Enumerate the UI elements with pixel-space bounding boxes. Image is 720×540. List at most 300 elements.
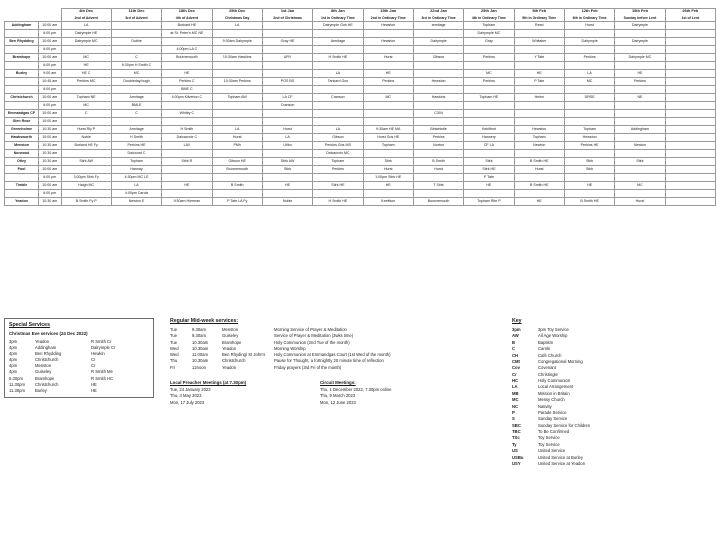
rota-cell: CF LA: [464, 141, 514, 149]
rota-cell: Doubleday/ough: [111, 77, 161, 85]
row-church-name: [5, 77, 39, 85]
rota-cell: [162, 189, 212, 197]
rota-cell: B Smith HE: [514, 157, 564, 165]
rota-cell: Perkins HE: [564, 141, 614, 149]
rota-cell: B Smith HE: [564, 197, 614, 205]
rota-cell: [665, 133, 715, 141]
midweek-place: Christchurch: [222, 358, 246, 364]
row-church-name: Ben Rhydding: [5, 37, 39, 45]
rota-cell: Tankard Gos: [313, 77, 363, 85]
rota-cell: Bournemouth: [212, 165, 262, 173]
rota-cell: Bournemouth: [413, 197, 463, 205]
rota-cell: Dalrymple MC: [61, 37, 111, 45]
row-service-time: 10:00 am: [39, 93, 62, 101]
table-row: [5, 101, 716, 109]
rota-cell: [262, 45, 312, 53]
row-service-time: 10:00 am: [39, 165, 62, 173]
rota-cell: HE: [514, 69, 564, 77]
rota-cell: Stirk AW: [61, 157, 111, 165]
column-header: 18th Dec 4th of Advent: [162, 9, 212, 22]
rota-cell: HE C: [61, 69, 111, 77]
rota-cell: HE: [615, 69, 665, 77]
rota-cell: B Smith: [413, 157, 463, 165]
row-service-time: 10:30 am: [39, 125, 62, 133]
rota-cell: [413, 173, 463, 181]
rota-cell: [665, 21, 715, 29]
row-church-name: [5, 45, 39, 53]
key-meaning: Parade Service: [538, 409, 567, 415]
rota-cell: Stirk: [262, 165, 312, 173]
rota-cell: [313, 189, 363, 197]
table-row: [5, 37, 716, 45]
row-service-time: 10:30 am: [39, 141, 62, 149]
rota-cell: Stirk: [564, 165, 614, 173]
rota-cell: [162, 117, 212, 125]
rota-cell: at St. Peter's MC NE: [162, 29, 212, 37]
rota-cell: Whitby C: [162, 109, 212, 117]
row-service-time: 9:00 am: [39, 69, 62, 77]
rota-cell: Y Tate: [514, 53, 564, 61]
midweek-time: 10.30am: [192, 358, 209, 364]
rota-cell: Cranson: [313, 93, 363, 101]
row-service-time: 10:30 am: [39, 157, 62, 165]
rota-cell: LA: [313, 125, 363, 133]
circuit-meetings: [320, 371, 440, 406]
column-header: 5th Feb 5th in Ordinary Time: [514, 9, 564, 22]
row-service-time: 6:00 pm: [39, 189, 62, 197]
rota-cell: [262, 117, 312, 125]
row-church-name: Addingham: [5, 21, 39, 29]
row-service-time: 6:00 pm: [39, 85, 62, 93]
rota-cell: [665, 101, 715, 109]
rota-cell: [262, 173, 312, 181]
rota-cell: Armitage: [313, 37, 363, 45]
table-row: [5, 141, 716, 149]
special-place: Burley: [35, 387, 47, 393]
rota-cell: 6:30pm H Smith C: [111, 61, 161, 69]
rota-cell: LA: [313, 69, 363, 77]
row-service-time: 10:00 am: [39, 21, 62, 29]
key-meaning: Carols: [538, 346, 551, 352]
rota-cell: MC: [61, 101, 111, 109]
rota-cell: Topham Rite P: [464, 197, 514, 205]
key-abbr: SBC: [512, 422, 521, 428]
rota-cell: MC: [61, 53, 111, 61]
rota-cell: [363, 29, 413, 37]
rota-cell: [413, 29, 463, 37]
row-service-time: 10:00 am: [39, 133, 62, 141]
rota-cell: [262, 69, 312, 77]
rota-cell: Utlbu: [262, 141, 312, 149]
rota-cell: B Smith HE: [514, 181, 564, 189]
rota-cell: [212, 85, 262, 93]
rota-cell: [665, 181, 715, 189]
row-church-name: Bramhope: [5, 53, 39, 61]
rota-cell: [61, 149, 111, 157]
rota-cell: [363, 189, 413, 197]
rota-cell: Topham: [464, 21, 514, 29]
rota-cell: Dalcourd C: [111, 149, 161, 157]
row-service-time: 10:00 am: [39, 109, 62, 117]
rota-cell: Burkard HE: [162, 21, 212, 29]
rota-cell: [313, 45, 363, 53]
rota-cell: [615, 29, 665, 37]
key-abbr: USBu: [512, 454, 524, 460]
midweek-day: Wed: [170, 345, 179, 351]
rota-cell: Newton E: [111, 197, 161, 205]
rota-cell: C: [111, 53, 161, 61]
service-rota-table: [4, 8, 716, 206]
key-abbr: CH: [512, 352, 519, 358]
row-service-time: 10:00 am: [39, 117, 62, 125]
key-panel: [512, 318, 716, 467]
rota-cell: MC: [464, 69, 514, 77]
special-time: 3pm: [9, 339, 18, 344]
midweek-place: Yeadon: [222, 345, 237, 351]
rota-cell: Perkins MC: [61, 77, 111, 85]
midweek-description: Pause for Thought, a fortnightly 20 minute time of reflection: [274, 358, 384, 364]
rota-cell: [111, 85, 161, 93]
row-service-time: 6:00 pm: [39, 61, 62, 69]
rota-cell: [464, 189, 514, 197]
rota-cell: [162, 173, 212, 181]
rota-cell: Stirk: [464, 157, 514, 165]
rota-cell: 4:00pm Kilverton C: [162, 93, 212, 101]
rota-cell: [162, 165, 212, 173]
rota-cell: [514, 29, 564, 37]
key-abbr: C: [512, 346, 516, 352]
row-church-name: [5, 173, 39, 181]
rota-cell: Hurst: [363, 165, 413, 173]
rota-cell: [61, 85, 111, 93]
rota-cell: 4:00pm Carols: [111, 189, 161, 197]
rota-cell: [162, 101, 212, 109]
key-abbr: 3pm: [512, 327, 521, 332]
rota-cell: [162, 149, 212, 157]
row-church-name: [5, 61, 39, 69]
rota-cell: Dalcacroix C: [162, 133, 212, 141]
row-church-name: Pool: [5, 165, 39, 173]
table-row: [5, 61, 716, 69]
midweek-description: Service of Prayer & Meditation (3wks time): [274, 333, 354, 339]
rota-cell: Dalrymple Gos HE: [313, 21, 363, 29]
rota-cell: Armitage: [111, 125, 161, 133]
rota-cell: [413, 85, 463, 93]
row-church-name: Emmandgas CF: [5, 109, 39, 117]
rota-cell: H Smith HE: [313, 53, 363, 61]
key-abbr: NC: [512, 403, 519, 409]
special-leader: R Smith Cr: [91, 339, 112, 344]
rota-cell: [615, 45, 665, 53]
rota-grid: [4, 8, 716, 206]
midweek-place: Menston: [222, 327, 239, 332]
midweek-day: Tue: [170, 333, 178, 339]
row-service-time: 10:00 am: [39, 181, 62, 189]
key-abbr: US: [512, 448, 518, 454]
special-place: Christchurch: [35, 357, 59, 363]
rota-cell: [313, 29, 363, 37]
key-title: Key: [512, 318, 522, 324]
row-service-time: 6:00 pm: [39, 45, 62, 53]
key-meaning: Mission in Britain: [538, 390, 570, 396]
rota-cell: Hurst: [615, 197, 665, 205]
row-church-name: [5, 189, 39, 197]
rota-cell: 4:30pm MC LE: [111, 173, 161, 181]
rota-cell: [111, 29, 161, 37]
special-leader: Cr: [91, 357, 96, 363]
rota-cell: Duthie: [111, 37, 161, 45]
row-service-time: 6:00 pm: [39, 173, 62, 181]
key-meaning: Nativity: [538, 403, 552, 409]
key-meaning: Sunday Service: [538, 416, 568, 422]
rota-cell: Stirk: [363, 157, 413, 165]
rota-cell: [615, 85, 665, 93]
rota-cell: LA: [564, 69, 614, 77]
rota-cell: Reed: [514, 21, 564, 29]
rota-cell: [262, 189, 312, 197]
rota-cell: Norton: [413, 141, 463, 149]
rota-cell: C: [111, 109, 161, 117]
table-row: [5, 93, 716, 101]
row-church-name: [5, 85, 39, 93]
rota-cell: [514, 101, 564, 109]
special-place: Guiseley: [35, 369, 52, 375]
rota-cell: [564, 85, 614, 93]
rota-cell: [615, 149, 665, 157]
column-header: 29th Jan 4th in Ordinary Time: [464, 9, 514, 22]
table-row: [5, 77, 716, 85]
rota-cell: Hewston: [564, 133, 614, 141]
key-meaning: Messy Church: [538, 397, 565, 403]
rota-cell: [665, 189, 715, 197]
table-row: [5, 165, 716, 173]
row-service-time: 10:00 am: [39, 37, 62, 45]
local-meetings-list: [170, 387, 290, 406]
rota-cell: Kekiffont: [464, 125, 514, 133]
row-service-time: 6:00 pm: [39, 29, 62, 37]
rota-cell: armitage: [413, 21, 463, 29]
rota-cell: Gibson: [313, 133, 363, 141]
rota-cell: Cranson: [262, 101, 312, 109]
rota-cell: [665, 197, 715, 205]
special-time: 4pm: [9, 345, 18, 351]
special-place: Bramhope: [35, 375, 55, 381]
key-meaning: All Age Worship: [538, 333, 568, 339]
rota-body: [5, 21, 716, 205]
rota-cell: Hawkins: [413, 93, 463, 101]
rota-cell: [212, 109, 262, 117]
rota-cell: [413, 117, 463, 125]
row-church-name: [5, 29, 39, 37]
rota-cell: Hewston: [363, 21, 413, 29]
rota-cell: [665, 61, 715, 69]
rota-cell: NE: [615, 93, 665, 101]
rota-cell: [665, 53, 715, 61]
rota-cell: [464, 149, 514, 157]
rota-cell: HE: [514, 197, 564, 205]
rota-cell: Stirk R: [162, 157, 212, 165]
key-abbr: AW: [512, 333, 519, 339]
column-header: 12th Feb 6th in Ordinary Time: [564, 9, 614, 22]
row-service-time: 10:00 am: [39, 53, 62, 61]
row-church-name: Greenholme: [5, 125, 39, 133]
rota-cell: [212, 117, 262, 125]
rota-cell: Bournemouth: [162, 53, 212, 61]
rota-cell: [262, 29, 312, 37]
rota-cell: Stirk HE: [464, 165, 514, 173]
rota-cell: [464, 117, 514, 125]
key-abbr: TBC: [512, 429, 521, 434]
midweek-title: Regular Mid-week services:: [170, 318, 239, 324]
rota-cell: T Stirk: [413, 181, 463, 189]
rota-cell: B Smith Fy P: [61, 197, 111, 205]
rota-cell: [665, 37, 715, 45]
key-abbr: MC: [512, 397, 519, 403]
table-row: [5, 85, 716, 93]
rota-cell: [61, 45, 111, 53]
rota-cell: HE: [162, 69, 212, 77]
meetings-columns: [170, 371, 490, 406]
midweek-description: Holy Communion at Emmandgas Court (1st Wed of the month): [274, 352, 391, 358]
rota-cell: [111, 21, 161, 29]
rota-cell: H Smith: [111, 133, 161, 141]
rota-cell: P Tate: [514, 77, 564, 85]
local-meetings-title: Local Preacher Meetings (at 7.30pm): [170, 380, 247, 386]
midweek-list: [170, 327, 490, 371]
key-meaning: United Service: [538, 448, 566, 454]
column-header: 22nd Jan 3rd in Ordinary Time: [413, 9, 463, 22]
rota-cell: MC: [564, 77, 614, 85]
rota-cell: [313, 85, 363, 93]
rota-cell: [564, 29, 614, 37]
rota-cell: Noble: [61, 133, 111, 141]
rota-cell: [514, 173, 564, 181]
rota-cell: MC: [111, 69, 161, 77]
midweek-place: Bramhope: [222, 339, 242, 345]
midweek-time: 11.00am: [192, 352, 208, 358]
rota-cell: DRSE: [564, 93, 614, 101]
row-service-time: 6:00 pm: [39, 101, 62, 109]
row-service-time: 10:30 am: [39, 197, 62, 205]
rota-cell: P Tate: [464, 173, 514, 181]
rota-cell: [413, 61, 463, 69]
rota-cell: [162, 37, 212, 45]
key-abbr: HC: [512, 378, 519, 383]
rota-cell: [413, 189, 463, 197]
rota-cell: Dalcacroix MC: [313, 149, 363, 157]
rota-cell: Gray HE: [262, 37, 312, 45]
rota-cell: Hurst: [514, 165, 564, 173]
rota-cell: [212, 29, 262, 37]
special-time: 4pm: [9, 357, 18, 363]
rota-cell: [262, 149, 312, 157]
table-row: [5, 117, 716, 125]
rota-cell: 4:00pm LA C: [162, 45, 212, 53]
rota-cell: Hannay: [111, 165, 161, 173]
midweek-time: 10.30am: [192, 339, 209, 345]
circuit-meetings-list: [320, 387, 440, 406]
special-service-row: [9, 388, 149, 394]
rota-cell: [514, 85, 564, 93]
rota-cell: Perkins: [313, 165, 363, 173]
table-row: [5, 149, 716, 157]
rota-cell: Gibson: [413, 53, 463, 61]
rota-cell: Hurst: [262, 125, 312, 133]
rota-cell: [665, 45, 715, 53]
special-time: 4pm: [9, 369, 18, 375]
table-row: [5, 45, 716, 53]
rota-cell: Hurst Rly P: [61, 125, 111, 133]
rota-cell: [665, 117, 715, 125]
key-meaning: Congregational Morning: [538, 358, 583, 364]
key-meaning: Holy Communion: [538, 378, 571, 383]
rota-cell: Burland HE Fy: [61, 141, 111, 149]
rota-cell: [665, 125, 715, 133]
key-meaning: Baptism: [538, 339, 554, 345]
rota-cell: [313, 109, 363, 117]
rota-cell: [665, 165, 715, 173]
rota-cell: C: [61, 109, 111, 117]
row-church-name: Christchurch: [5, 93, 39, 101]
rota-cell: [464, 101, 514, 109]
rota-cell: Perkins: [464, 77, 514, 85]
rota-cell: [162, 61, 212, 69]
rota-cell: [61, 189, 111, 197]
rota-cell: [212, 61, 262, 69]
rota-cell: [111, 117, 161, 125]
rota-cell: Perkins: [363, 77, 413, 85]
table-row: [5, 173, 716, 181]
key-abbr: Cr: [512, 371, 517, 377]
rota-cell: Hewston: [363, 37, 413, 45]
rota-cell: [464, 61, 514, 69]
rota-cell: HE: [262, 181, 312, 189]
rota-cell: 10:30am Hawkins: [212, 53, 262, 61]
circuit-meeting-date: Thu, 1 December 2022, 7.30pm online: [320, 387, 392, 393]
key-meaning: Toy Service: [538, 441, 560, 447]
rota-cell: Perkins C: [162, 77, 212, 85]
rota-cell: [615, 165, 665, 173]
rota-cell: HE: [363, 69, 413, 77]
header-church: [5, 9, 39, 22]
table-row: [5, 109, 716, 117]
rota-cell: LA CF: [262, 93, 312, 101]
midweek-time: 9.30am: [192, 333, 206, 339]
special-leader: R Smith Me: [91, 369, 113, 375]
column-header: 19th Feb Sunday before Lent: [615, 9, 665, 22]
midweek-place: Ben Rhyding/ St John's: [222, 352, 266, 358]
circuit-meeting-date: Mon, 12 June 2023: [320, 399, 356, 405]
rota-cell: Hewston: [514, 125, 564, 133]
rota-cell: 10:30am Perkins: [212, 77, 262, 85]
row-service-time: 10:45 am: [39, 77, 62, 85]
rota-cell: BMLE: [111, 101, 161, 109]
header-time: [39, 9, 62, 22]
rota-cell: P Tate LA Fy: [212, 197, 262, 205]
key-abbr: Ty: [512, 441, 517, 447]
column-header: 4th Dec 2nd of Advent: [61, 9, 111, 22]
rota-cell: [413, 101, 463, 109]
key-meaning: United Service at Burley: [538, 454, 583, 460]
rota-cell: [212, 189, 262, 197]
rota-cell: H Smith: [162, 125, 212, 133]
rota-cell: [514, 45, 564, 53]
rota-cell: [514, 189, 564, 197]
key-meaning: Café Church: [538, 352, 562, 358]
special-time: 11.30pm: [9, 387, 25, 393]
rota-cell: [615, 189, 665, 197]
rota-cell: [313, 117, 363, 125]
